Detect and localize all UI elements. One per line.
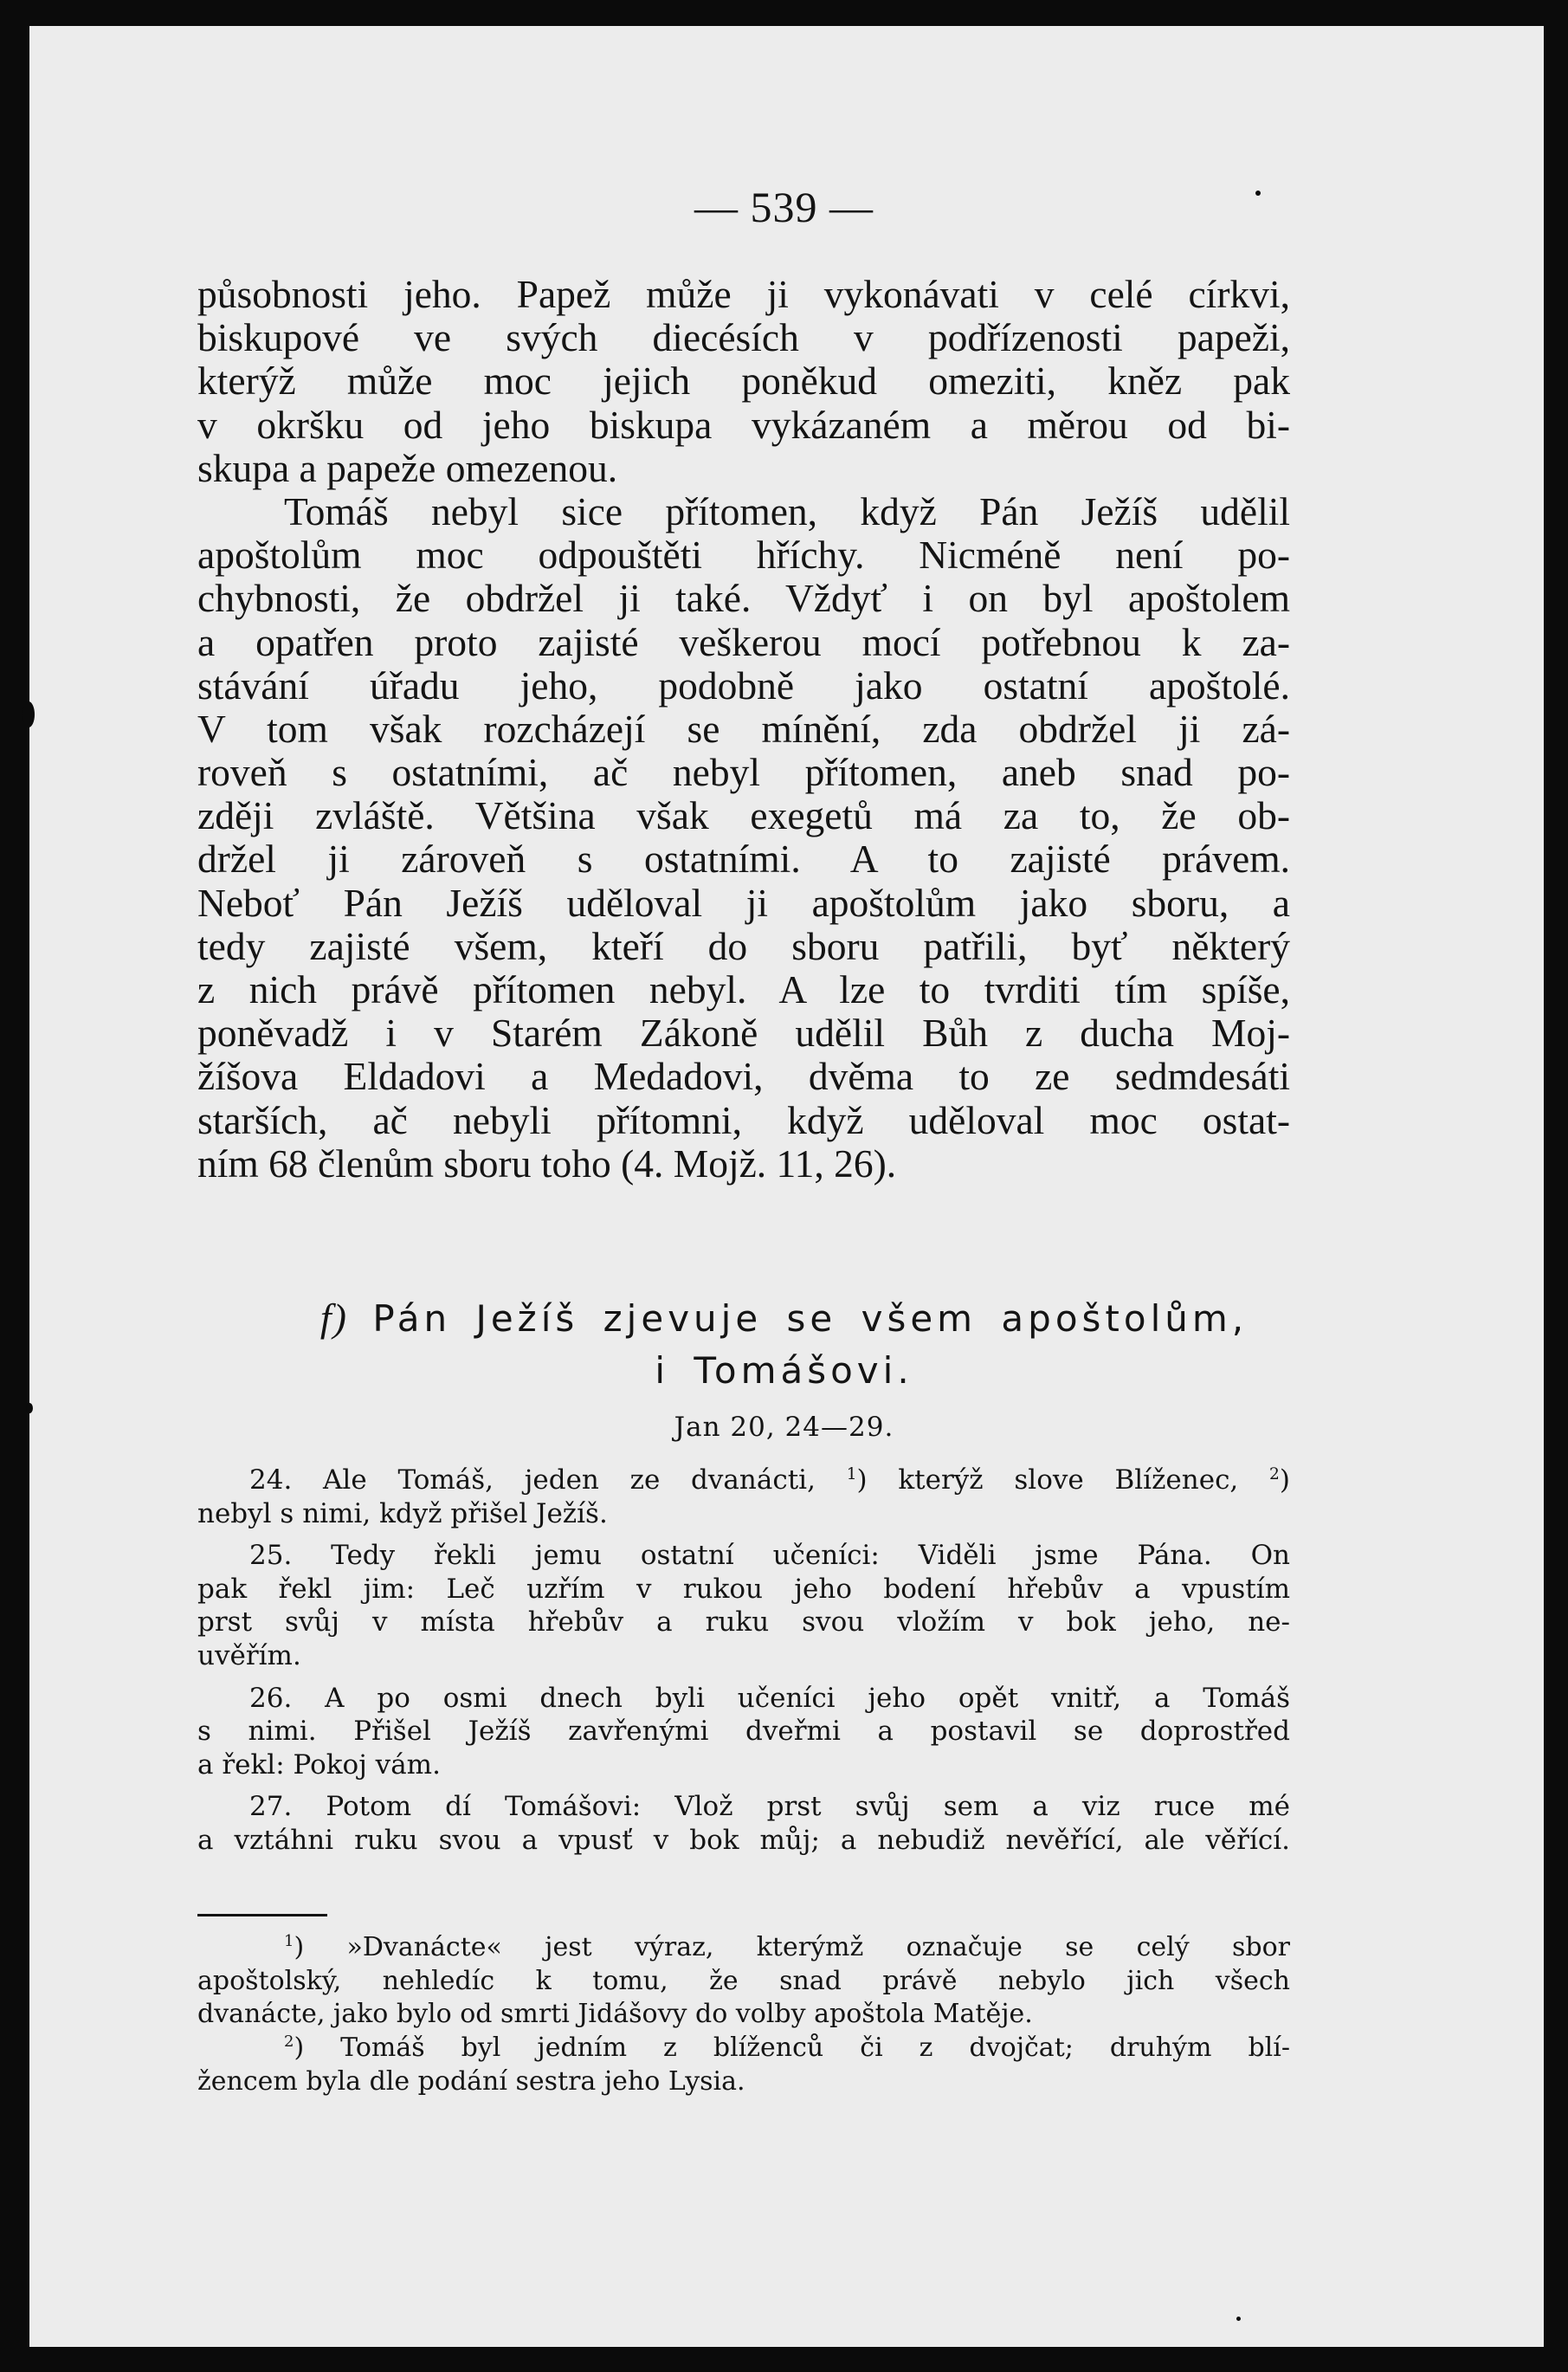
verse-25-line: pak řekl jim: Leč uzřím v rukou jeho bodení hřebův a vpustím xyxy=(197,1573,1290,1605)
footnote-marker: 1 xyxy=(284,1932,294,1951)
footnotes xyxy=(197,1931,1290,2098)
text-line: zději zvláště. Většina však exegetů má za to, že ob- xyxy=(197,794,1290,838)
scan-speck xyxy=(1236,2317,1241,2321)
section-heading xyxy=(24,1292,1544,1397)
text-line: apoštolům moc odpouštěti hříchy. Nicméně není po- xyxy=(197,533,1290,578)
footnote-1-line: dvanácte, jako bylo od smrti Jidášovy do volby apoštola Matěje. xyxy=(197,1999,1033,2030)
text-line: Neboť Pán Ježíš uděloval ji apoštolům jako sboru, a xyxy=(197,881,1290,925)
verse-27-line: a vztáhni ruku svou a vpusť v bok můj; a nebudiž nevěřící, ale věřící. xyxy=(197,1824,1290,1856)
text-line: biskupové ve svých diecésích v podřízenosti papeži, xyxy=(197,316,1290,360)
footnote-ref: 1 xyxy=(846,1464,857,1483)
text-line: působnosti jeho. Papež může ji vykonávati v celé církvi, xyxy=(197,273,1290,316)
footnote-1-line: $^1$) »Dvanácte« jest výraz, kterýmž označuje se celý sbor xyxy=(284,1932,1290,1962)
footnote-ref: 2 xyxy=(1269,1464,1280,1483)
footnote-2-line: žencem byla dle podání sestra jeho Lysia. xyxy=(197,2065,745,2097)
footnote-marker: 2 xyxy=(284,2033,294,2052)
verse-25-line: 25. Tedy řekli jemu ostatní učeníci: Viděli jsme Pána. On xyxy=(249,1540,1290,1572)
verse-26-line: 26. A po osmi dnech byli učeníci jeho opět vnitř, a Tomáš xyxy=(249,1682,1290,1714)
book-page xyxy=(24,26,1544,2347)
text-line: Tomáš nebyl sice přítomen, když Pán Ježíš udělil xyxy=(284,489,1290,533)
section-letter: f) xyxy=(319,1296,348,1340)
text-line: skupa a papeže omezenou. xyxy=(197,446,618,490)
verse-25-line: prst svůj v místa hřebův a ruku svou vložím v bok jeho, ne- xyxy=(197,1606,1290,1638)
page-binding-edge xyxy=(24,26,29,2347)
text-line: kterýž může moc jejich poněkud omeziti, kněz pak xyxy=(197,359,1290,404)
page-number: — 539 — xyxy=(694,183,874,231)
text-line: z nich právě přítomen nebyl. A lze to tvrditi tím spíše, xyxy=(197,968,1290,1011)
text-line: držel ji zároveň s ostatními. A to zajisté právem. xyxy=(197,837,1290,882)
section-title: Pán Ježíš zjevuje se všem apoštolům, xyxy=(372,1297,1249,1340)
text-line: a opatřen proto zajisté veškerou mocí potřebnou k za- xyxy=(197,620,1290,664)
verse-26-line: s nimi. Přišel Ježíš zavřenými dveřmi a postavil se doprostřed xyxy=(197,1716,1290,1748)
text-line: žíšova Eldadovi a Medadovi, dvěma to ze sedmdesáti xyxy=(197,1055,1290,1099)
verse-25-line: uvěřím. xyxy=(197,1639,301,1671)
scan-speck xyxy=(23,701,35,727)
verse-24-line: nebyl s nimi, když přišel Ježíš. xyxy=(197,1497,608,1529)
verse-26-line: a řekl: Pokoj vám. xyxy=(197,1748,441,1781)
footnote-divider xyxy=(197,1914,327,1916)
text-line: stávání úřadu jeho, podobně jako ostatní apoštolé. xyxy=(197,663,1290,708)
footnote-2-line: $^2$) Tomáš byl jedním z blíženců či z dvojčat; druhým blí- xyxy=(284,2033,1290,2064)
text-line: v okršku od jeho biskupa vykázaném a měrou od bi- xyxy=(197,403,1290,447)
text-line: chybnosti, že obdržel ji také. Vždyť i on byl apoštolem xyxy=(197,577,1290,621)
scripture-verses xyxy=(197,1464,1290,1858)
text-line: starších, ač nebyli přítomni, když uděloval moc ostat- xyxy=(197,1098,1290,1142)
verse-27-line: 27. Potom dí Tomášovi: Vlož prst svůj sem a viz ruce mé xyxy=(249,1791,1290,1823)
text-line: roveň s ostatními, ač nebyl přítomen, aneb snad po- xyxy=(197,751,1290,795)
main-text-block xyxy=(197,273,1290,1186)
text-line: tedy zajisté všem, kteří do sboru patřili, byť některý xyxy=(197,924,1290,968)
section-title-continued: i Tomášovi. xyxy=(655,1349,913,1392)
text-line: poněvadž i v Starém Zákoně udělil Bůh z ducha Moj- xyxy=(197,1011,1290,1056)
text-line: ním 68 členům sboru toho (4. Mojž. 11, 26). xyxy=(197,1141,897,1186)
section-heading-line xyxy=(24,1292,1544,1345)
scripture-reference: Jan 20, 24—29. xyxy=(674,1412,894,1443)
verse-24-line: 24. Ale Tomáš, jeden ze dvanácti, $^1$) kterýž slove Blíženec, $^2$) xyxy=(249,1464,1290,1496)
footnote-1-line: apoštolský, nehledíc k tomu, že snad právě nebylo jich všech xyxy=(197,1965,1290,1996)
text-line: V tom však rozcházejí se mínění, zda obdržel ji zá- xyxy=(197,707,1290,751)
